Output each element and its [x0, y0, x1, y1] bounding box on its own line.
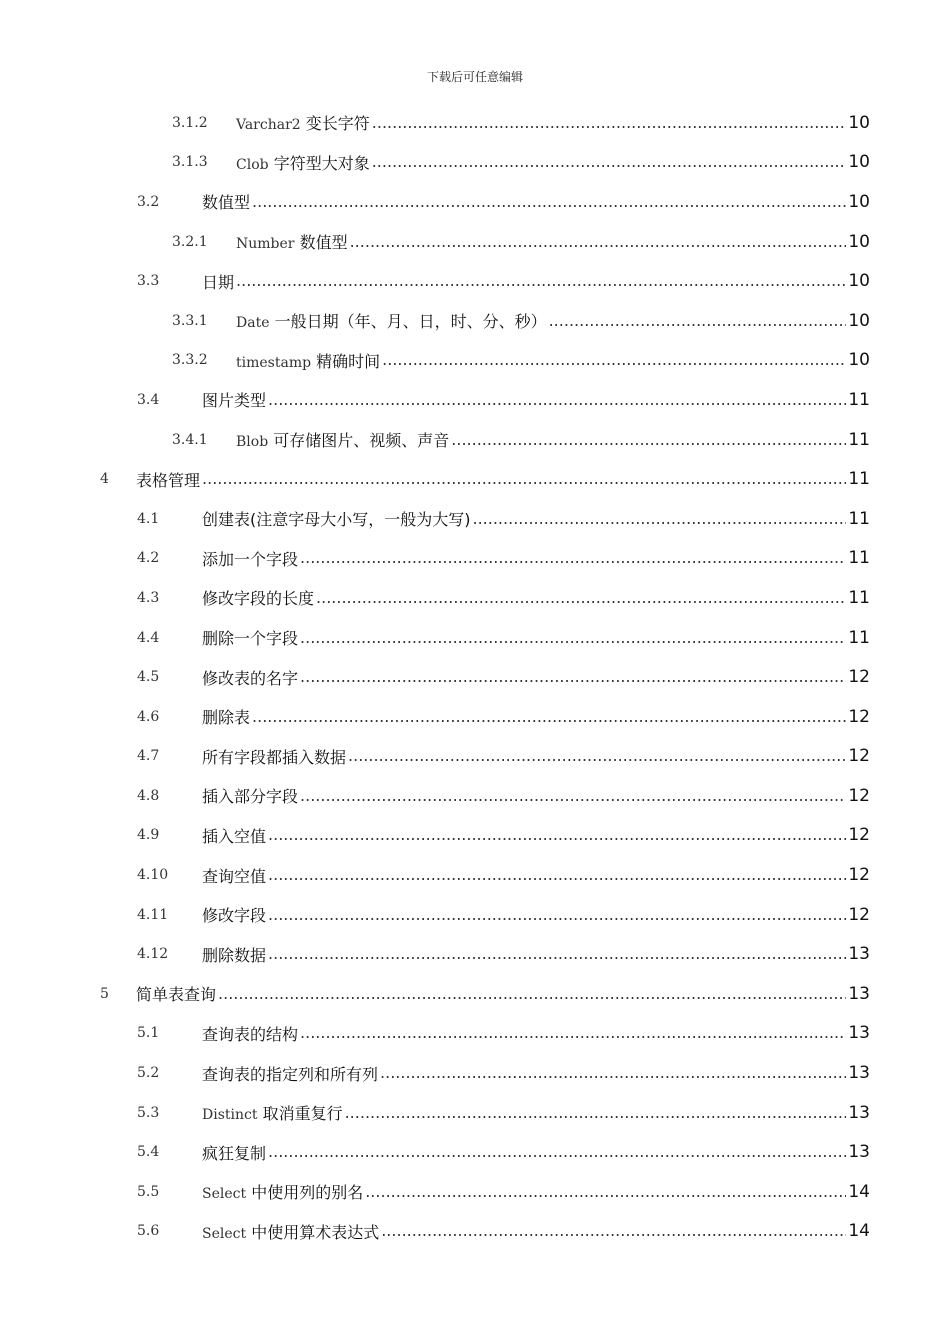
toc-entry[interactable] [0, 261, 950, 301]
toc-entry-title [236, 428, 449, 451]
toc-entry[interactable] [0, 855, 950, 895]
toc-entry-number: 3.3.2 [172, 352, 208, 369]
table-of-contents [0, 103, 950, 1251]
dot-leader [268, 943, 846, 965]
toc-entry[interactable] [0, 578, 950, 618]
toc-entry[interactable] [0, 1014, 950, 1054]
toc-entry-page-number: 13 [848, 1142, 870, 1163]
toc-entry[interactable] [0, 341, 950, 381]
toc-entry-page-number: 12 [848, 746, 870, 767]
toc-entry-text: 数值型 [299, 233, 348, 253]
toc-entry-title [202, 1180, 363, 1203]
toc-entry-page-number: 11 [848, 587, 870, 608]
toc-entry-text: 疯狂复制 [202, 1143, 267, 1163]
toc-entry-page-number: 10 [848, 231, 870, 252]
toc-entry-number: 4.7 [137, 748, 160, 765]
dot-leader [202, 468, 846, 490]
dot-leader [316, 587, 846, 609]
toc-entry-text: 插入空值 [202, 826, 267, 846]
toc-entry-page-number: 11 [848, 429, 870, 450]
toc-entry-text: 删除表 [202, 708, 251, 728]
dot-leader [300, 627, 846, 649]
dot-leader [252, 706, 846, 728]
toc-entry-page-number: 10 [848, 310, 870, 331]
dot-leader [300, 666, 846, 688]
toc-entry-page-number: 14 [848, 1181, 870, 1202]
toc-entry-text: 可存储图片、视频、声音 [273, 431, 450, 451]
toc-entry-text: 数值型 [202, 193, 251, 213]
toc-entry[interactable] [0, 895, 950, 935]
toc-entry[interactable] [0, 1172, 950, 1212]
dot-leader [268, 904, 846, 926]
toc-entry-title [202, 705, 250, 728]
dot-leader [300, 547, 846, 569]
toc-entry-text: 所有字段都插入数据 [202, 747, 347, 767]
toc-entry[interactable] [0, 816, 950, 856]
toc-entry-page-number: 13 [848, 944, 870, 965]
toc-entry[interactable] [0, 182, 950, 222]
toc-entry-text: 修改表的名字 [202, 668, 299, 688]
toc-entry[interactable] [0, 420, 950, 460]
toc-entry-number: 3.1.2 [172, 114, 208, 131]
toc-entry-page-number: 10 [848, 152, 870, 173]
toc-entry[interactable] [0, 103, 950, 143]
toc-entry-page-number: 11 [848, 469, 870, 490]
toc-entry-text: 变长字符 [305, 114, 370, 134]
dot-leader [381, 1220, 846, 1242]
toc-entry-text: 表格管理 [136, 470, 201, 490]
toc-entry-text: 查询空值 [202, 866, 267, 886]
toc-entry-keyword: Select [202, 1186, 247, 1203]
toc-entry-number: 4.12 [137, 946, 169, 963]
toc-entry-title [202, 388, 266, 411]
toc-entry-title [202, 1141, 266, 1164]
toc-entry[interactable] [0, 618, 950, 658]
toc-entry[interactable] [0, 1132, 950, 1172]
toc-entry-number: 5.3 [137, 1104, 160, 1121]
toc-entry[interactable] [0, 737, 950, 777]
toc-entry-page-number: 13 [848, 1102, 870, 1123]
toc-entry-title [236, 111, 370, 134]
dot-leader [382, 349, 846, 371]
toc-entry-keyword: Varchar2 [236, 117, 301, 134]
toc-entry-number: 3.3.1 [172, 312, 208, 329]
toc-entry-number: 3.2 [137, 193, 160, 210]
toc-entry-number: 5.6 [137, 1223, 160, 1240]
toc-entry-page-number: 11 [848, 389, 870, 410]
toc-entry-number: 5.1 [137, 1025, 160, 1042]
toc-entry-title [236, 309, 547, 332]
toc-entry-page-number: 10 [848, 112, 870, 133]
toc-entry-keyword: Clob [236, 156, 269, 173]
dot-leader [473, 508, 847, 530]
toc-entry-page-number: 13 [848, 1023, 870, 1044]
toc-entry-title [202, 270, 234, 293]
toc-entry-keyword: Number [236, 236, 295, 253]
toc-entry-number: 4.1 [137, 510, 160, 527]
toc-entry-page-number: 11 [848, 627, 870, 648]
toc-entry-keyword: timestamp [236, 354, 312, 371]
toc-entry-title [202, 943, 266, 966]
dot-leader [300, 785, 846, 807]
toc-entry-text: 简单表查询 [136, 985, 217, 1005]
toc-entry-number: 5.2 [137, 1065, 160, 1082]
toc-entry-number: 4.11 [137, 906, 169, 923]
toc-entry-text: 删除一个字段 [202, 629, 299, 649]
toc-entry-page-number: 13 [848, 1063, 870, 1084]
toc-entry-page-number: 12 [848, 706, 870, 727]
toc-entry-keyword: Date [236, 315, 270, 332]
toc-entry-page-number: 12 [848, 904, 870, 925]
toc-entry-text: 图片类型 [202, 391, 267, 411]
toc-entry-number: 3.2.1 [172, 233, 208, 250]
toc-entry[interactable] [0, 499, 950, 539]
toc-entry-title [202, 1062, 378, 1085]
toc-entry[interactable] [0, 934, 950, 974]
page-header: 下载后可任意编辑 [426, 70, 523, 84]
dot-leader [268, 389, 846, 411]
toc-entry[interactable] [0, 539, 950, 579]
toc-entry-number: 5 [100, 985, 109, 1002]
toc-entry-text: 查询表的指定列和所有列 [202, 1064, 379, 1084]
toc-entry-title [202, 784, 298, 807]
toc-entry-number: 4.5 [137, 669, 160, 686]
toc-entry-number: 4.8 [137, 787, 160, 804]
toc-entry-text: 一般日期（年、月、日，时、分、秒） [274, 312, 547, 332]
toc-entry[interactable] [0, 143, 950, 183]
toc-entry[interactable] [0, 697, 950, 737]
dot-leader [345, 1102, 847, 1124]
toc-entry-title [202, 626, 298, 649]
toc-entry-number: 3.3 [137, 273, 160, 290]
toc-entry[interactable] [0, 1053, 950, 1093]
toc-entry[interactable] [0, 222, 950, 262]
toc-entry-title [202, 864, 266, 887]
toc-entry[interactable] [0, 657, 950, 697]
toc-entry-title [202, 547, 298, 570]
toc-entry-text: 删除数据 [202, 945, 267, 965]
dot-leader [549, 310, 847, 332]
dot-leader [380, 1062, 846, 1084]
toc-entry-page-number: 11 [848, 508, 870, 529]
dot-leader [300, 1022, 846, 1044]
toc-entry-keyword: Select [202, 1225, 247, 1242]
toc-entry-title [202, 903, 266, 926]
toc-entry-text: 日期 [202, 272, 235, 292]
toc-entry-page-number: 12 [848, 825, 870, 846]
toc-entry-number: 3.4 [137, 391, 160, 408]
dot-leader [252, 191, 846, 213]
toc-entry-text: 字符型大对象 [273, 153, 370, 173]
toc-entry-page-number: 12 [848, 667, 870, 688]
toc-entry-title [202, 190, 250, 213]
toc-entry-title [202, 745, 346, 768]
toc-entry[interactable] [0, 1093, 950, 1133]
toc-entry-page-number: 12 [848, 865, 870, 886]
toc-entry-title [202, 507, 471, 530]
toc-entry-text: 插入部分字段 [202, 787, 299, 807]
toc-entry-title [236, 349, 380, 372]
toc-entry-number: 4.9 [137, 827, 160, 844]
toc-entry-title [202, 586, 314, 609]
toc-entry-title [202, 666, 298, 689]
dot-leader [372, 151, 847, 173]
toc-entry-text: 修改字段 [202, 906, 267, 926]
toc-entry-title [202, 824, 266, 847]
toc-entry-text: 添加一个字段 [202, 549, 299, 569]
toc-entry-page-number: 12 [848, 785, 870, 806]
toc-entry-number: 3.1.3 [172, 154, 208, 171]
toc-entry-number: 3.4.1 [172, 431, 208, 448]
toc-entry-number: 5.4 [137, 1144, 160, 1161]
toc-entry-keyword: Blob [236, 434, 269, 451]
toc-entry[interactable] [0, 380, 950, 420]
toc-entry-number: 4.3 [137, 589, 160, 606]
toc-entry-title [202, 1220, 379, 1243]
toc-entry[interactable] [0, 301, 950, 341]
toc-entry-title [236, 230, 348, 253]
toc-entry-number: 4.6 [137, 708, 160, 725]
toc-entry-text: 取消重复行 [262, 1104, 343, 1124]
dot-leader [236, 270, 846, 292]
toc-entry-number: 4.2 [137, 550, 160, 567]
dot-leader [268, 864, 846, 886]
toc-entry[interactable] [0, 459, 950, 499]
toc-entry-text: 精确时间 [316, 351, 381, 371]
toc-entry-page-number: 10 [848, 191, 870, 212]
toc-entry-text: 修改字段的长度 [202, 589, 315, 609]
toc-entry-title [136, 982, 216, 1005]
dot-leader [218, 983, 846, 1005]
toc-entry-number: 5.5 [137, 1183, 160, 1200]
toc-entry-title [202, 1101, 343, 1124]
dot-leader [350, 231, 847, 253]
dot-leader [348, 745, 846, 767]
toc-entry-number: 4.10 [137, 867, 169, 884]
dot-leader [365, 1181, 846, 1203]
toc-entry-title [202, 1022, 298, 1045]
toc-entry-title [236, 151, 370, 174]
dot-leader [268, 824, 846, 846]
dot-leader [372, 112, 847, 134]
toc-entry-page-number: 11 [848, 548, 870, 569]
toc-entry-number: 4 [100, 471, 109, 488]
dot-leader [451, 429, 846, 451]
toc-entry-number: 4.4 [137, 629, 160, 646]
toc-entry-page-number: 14 [848, 1221, 870, 1242]
toc-entry-keyword: Distinct [202, 1107, 258, 1124]
dot-leader [268, 1141, 846, 1163]
toc-entry-page-number: 10 [848, 350, 870, 371]
toc-entry-text: 查询表的结构 [202, 1024, 299, 1044]
toc-entry-text: 创建表(注意字母大小写，一般为大写) [202, 510, 471, 530]
toc-entry-text: 中使用列的别名 [251, 1183, 364, 1203]
toc-entry-text: 中使用算术表达式 [251, 1222, 380, 1242]
toc-entry-page-number: 10 [848, 271, 870, 292]
toc-entry[interactable] [0, 776, 950, 816]
toc-entry-title [136, 468, 200, 491]
toc-entry[interactable] [0, 974, 950, 1014]
toc-entry-page-number: 13 [848, 983, 870, 1004]
toc-entry[interactable] [0, 1212, 950, 1252]
